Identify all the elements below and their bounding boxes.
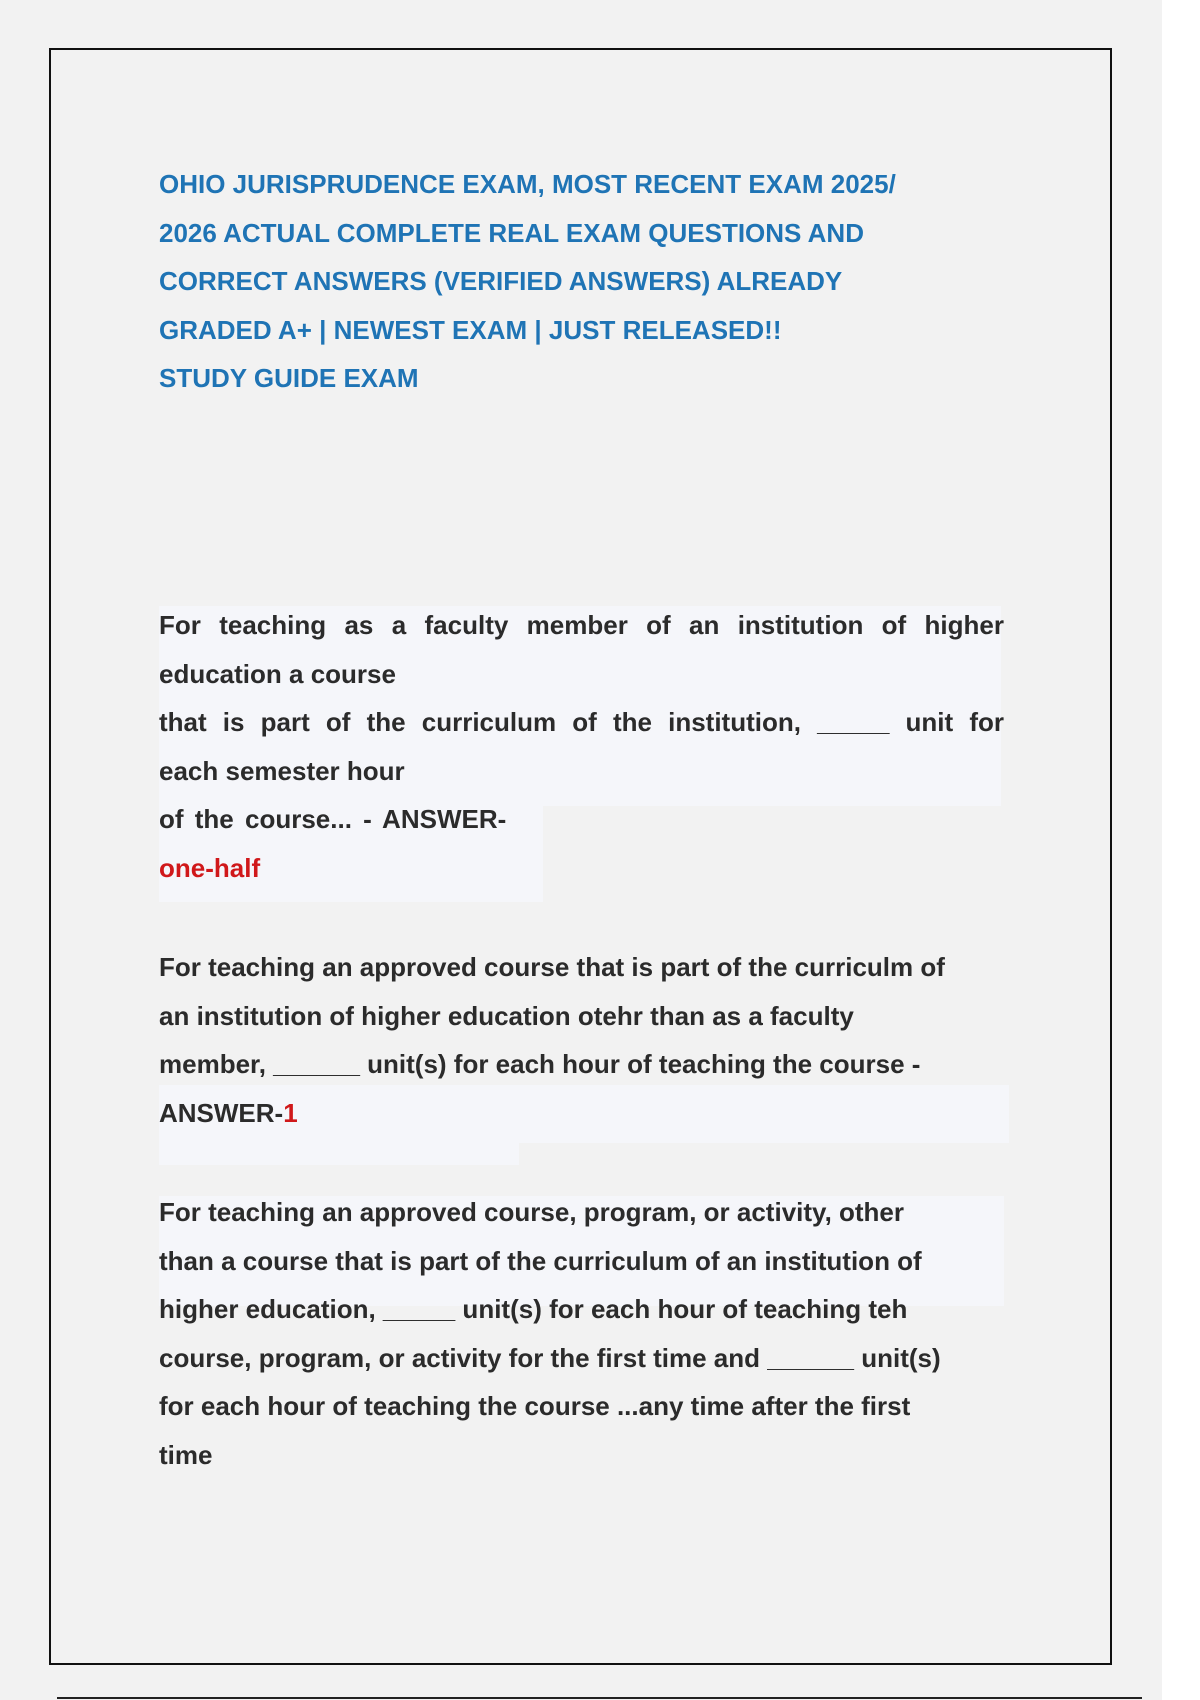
- question-line: an institution of higher education otehr than as a faculty: [159, 1000, 854, 1031]
- title-line: CORRECT ANSWERS (VERIFIED ANSWERS) ALREADY: [159, 266, 843, 296]
- question-line: For teaching an approved course, program, or activity, other: [159, 1197, 905, 1227]
- question-line: than a course that is part of the curriculum of an institution of: [159, 1245, 922, 1276]
- answer-text: 1: [283, 1097, 298, 1128]
- title-line: OHIO JURISPRUDENCE EXAM, MOST RECENT EXAM 2025/: [159, 169, 896, 199]
- question-line: of the course... - ANSWER-: [159, 804, 507, 834]
- title-line: STUDY GUIDE EXAM: [159, 363, 419, 393]
- question-line: each semester hour: [159, 755, 405, 786]
- question-line: that is part of the curriculum of the institution, _____ unit for: [159, 707, 1004, 737]
- answer-prefix: ANSWER-: [159, 1097, 284, 1128]
- question-line: education a course: [159, 658, 396, 689]
- bottom-divider: [57, 1697, 1142, 1699]
- page-margin-strip: [1162, 0, 1200, 1700]
- question-line: course, program, or activity for the first time and ______ unit(s): [159, 1342, 941, 1373]
- question-line: higher education, _____ unit(s) for each hour of teaching teh: [159, 1294, 908, 1324]
- title-line: GRADED A+ | NEWEST EXAM | JUST RELEASED!!: [159, 314, 782, 345]
- question-3: [159, 1188, 1019, 1479]
- question-line: member, ______ unit(s) for each hour of teaching the course -: [159, 1049, 921, 1079]
- highlight-block-q2-tail: [159, 1143, 519, 1165]
- question-line: time: [159, 1439, 213, 1470]
- question-line: For teaching as a faculty member of an institution of higher: [159, 610, 1004, 640]
- question-2: [159, 943, 1029, 1137]
- answer-text: one-half: [159, 852, 261, 883]
- question-line: For teaching an approved course that is part of the curriculm of: [159, 952, 945, 982]
- answer-line: [159, 1089, 1029, 1138]
- title-line: 2026 ACTUAL COMPLETE REAL EXAM QUESTIONS AND: [159, 217, 864, 248]
- document-title: [159, 160, 1039, 403]
- question-line: for each hour of teaching the course ...any time after the first: [159, 1391, 911, 1421]
- question-1: [159, 601, 1004, 892]
